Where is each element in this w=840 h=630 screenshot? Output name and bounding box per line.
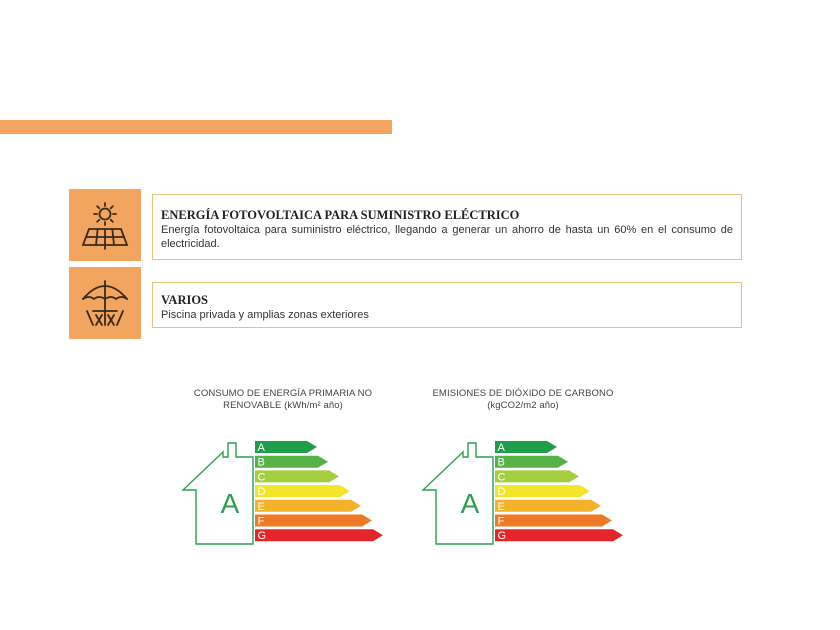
feature-title: ENERGÍA FOTOVOLTAICA PARA SUMINISTRO ELÉCTRICO <box>161 208 520 222</box>
feature-description: Piscina privada y amplias zonas exteriores <box>161 309 369 321</box>
energy-class-letter: E <box>497 500 505 513</box>
energy-rating-chart-emissions <box>418 435 628 547</box>
beach-umbrella-table-icon <box>69 267 141 339</box>
energy-class-bar <box>495 529 623 541</box>
energy-class-bar <box>495 515 612 527</box>
energy-class-letter: F <box>497 515 505 528</box>
energy-class-letter: A <box>257 442 265 454</box>
label-title-line: EMISIONES DE DIÓXIDO DE CARBONO <box>432 388 614 399</box>
energy-class-bar <box>255 515 372 527</box>
energy-class-letter: E <box>257 500 265 513</box>
energy-rating-chart-consumption <box>178 435 388 547</box>
energy-class-letter: D <box>497 486 506 499</box>
feature-icon-box <box>69 189 141 261</box>
label-title-line: (kgCO2/m2 año) <box>487 400 559 411</box>
label-title-line: RENOVABLE (kWh/m² año) <box>223 400 343 411</box>
energy-class-bar <box>495 470 579 482</box>
solar-panel-icon <box>69 189 141 261</box>
energy-class-bar <box>255 470 339 482</box>
house-outline <box>423 443 493 544</box>
label-title-line: CONSUMO DE ENERGÍA PRIMARIA NO <box>193 388 373 399</box>
energy-class-bar <box>255 500 361 512</box>
energy-class-letter: D <box>257 486 266 499</box>
energy-class-bar <box>255 529 383 541</box>
co2-emissions-label <box>418 388 628 412</box>
energy-class-letter: B <box>497 456 505 469</box>
energy-class-letter: G <box>497 530 507 543</box>
accent-bar <box>0 120 392 134</box>
energy-class-letter: C <box>257 471 266 484</box>
energy-class-bar <box>495 500 601 512</box>
energy-class-bar <box>255 485 350 497</box>
energy-class-bar <box>255 456 328 468</box>
energy-consumption-label <box>178 388 388 412</box>
feature-card-photovoltaic <box>152 194 742 260</box>
energy-class-letter: G <box>257 530 267 543</box>
house-outline <box>183 443 253 544</box>
feature-icon-box <box>69 267 141 339</box>
feature-title: VARIOS <box>161 293 209 307</box>
feature-card-varios <box>152 282 742 328</box>
energy-rating-letter: A <box>460 488 480 519</box>
energy-class-letter: A <box>497 442 505 454</box>
energy-class-bar <box>495 485 590 497</box>
energy-class-letter: C <box>497 471 506 484</box>
energy-class-letter: B <box>257 456 265 469</box>
energy-class-letter: F <box>257 515 265 528</box>
energy-class-bar <box>495 456 568 468</box>
energy-rating-letter: A <box>220 488 240 519</box>
feature-description: Energía fotovoltaica para suministro eléctrico, llegando a generar un ahorro de hasta un 60% en el consumo de electricidad. <box>161 224 733 250</box>
